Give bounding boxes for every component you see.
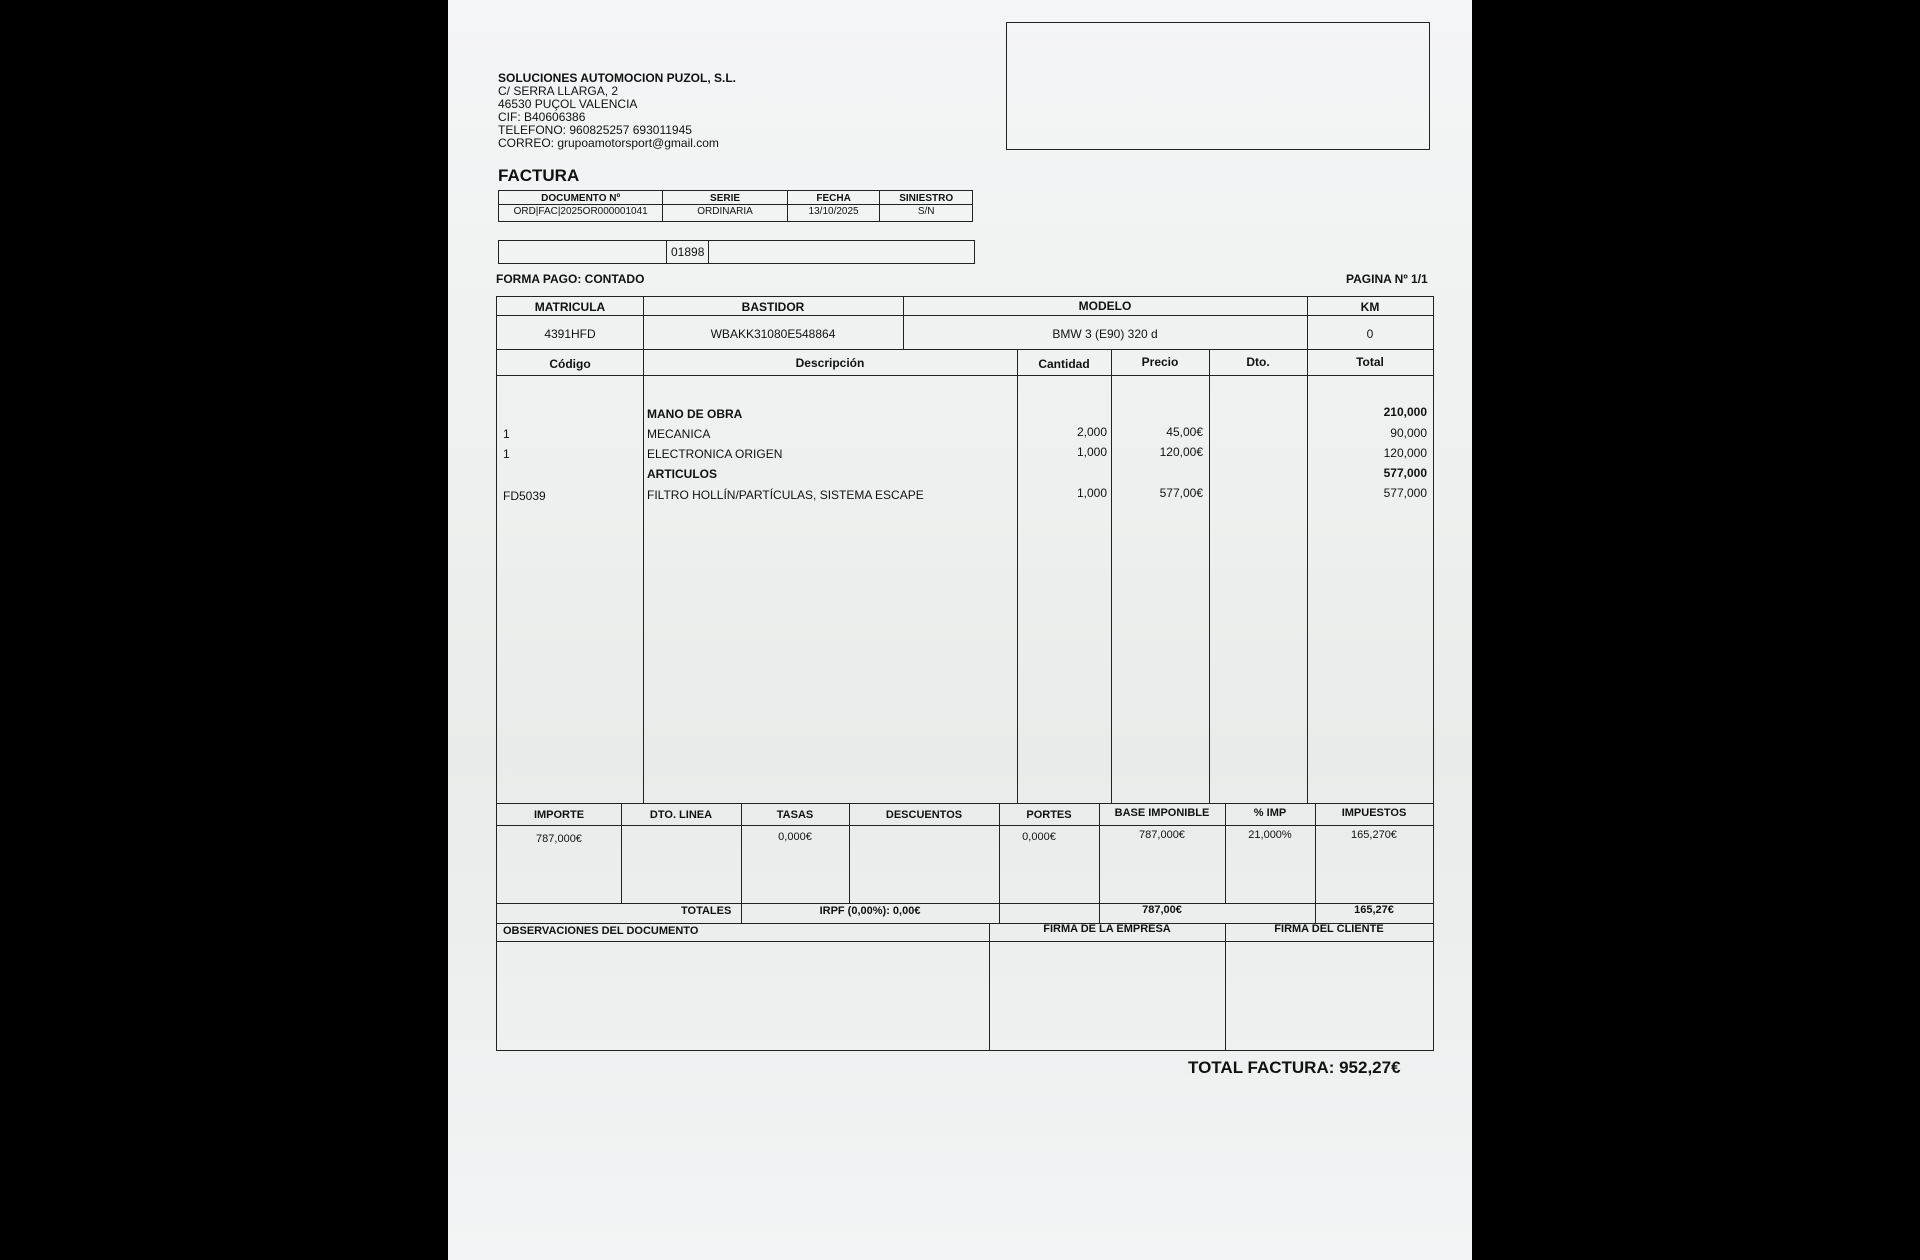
line-total: 577,000 xyxy=(1383,466,1427,480)
sum-taxes-label: IMPUESTOS xyxy=(1341,807,1407,819)
col-discount: Dto. xyxy=(1246,355,1270,369)
divider xyxy=(999,803,1000,923)
line-code: FD5039 xyxy=(503,489,546,503)
doc-number-cell xyxy=(499,191,663,221)
col-total: Total xyxy=(1356,355,1384,369)
divider xyxy=(497,803,1433,804)
doc-claim-value: S/N xyxy=(880,204,972,217)
totals-taxes: 165,27€ xyxy=(1354,904,1394,916)
divider xyxy=(1111,349,1112,803)
sum-fees-label: TASAS xyxy=(776,809,814,821)
line-description: MANO DE OBRA xyxy=(647,407,743,421)
sum-tax-base: 787,000€ xyxy=(1139,829,1185,841)
sum-tax-rate-label: % IMP xyxy=(1253,807,1287,819)
sum-shipping-label: PORTES xyxy=(1026,809,1072,821)
line-description: FILTRO HOLLÍN/PARTÍCULAS, SISTEMA ESCAPE xyxy=(647,488,924,502)
divider xyxy=(643,349,644,803)
line-code: 1 xyxy=(503,427,510,441)
line-price: 45,00€ xyxy=(1166,425,1203,439)
company-name: SOLUCIONES AUTOMOCION PUZOL, S.L. xyxy=(498,71,737,85)
sum-import-label: IMPORTE xyxy=(533,809,585,821)
line-description: MECANICA xyxy=(647,427,711,441)
col-price: Precio xyxy=(1141,355,1179,369)
vehicle-model: BMW 3 (E90) 320 d xyxy=(1052,327,1158,341)
col-code: Código xyxy=(549,357,591,371)
company-info xyxy=(498,72,736,150)
vehicle-model-label: MODELO xyxy=(1078,299,1132,313)
col-quantity: Cantidad xyxy=(1038,357,1090,371)
company-signature-label: FIRMA DE LA EMPRESA xyxy=(1043,923,1171,935)
line-description: ARTICULOS xyxy=(647,467,717,481)
line-total: 577,000 xyxy=(1383,486,1427,500)
sum-import: 787,000€ xyxy=(536,833,582,845)
sum-discounts-label: DESCUENTOS xyxy=(885,809,963,821)
company-address: C/ SERRA LLARGA, 2 xyxy=(498,84,619,98)
doc-number-label: DOCUMENTO Nº xyxy=(541,193,621,204)
line-quantity: 2,000 xyxy=(1076,425,1107,439)
vehicle-plate: 4391HFD xyxy=(544,327,596,341)
divider xyxy=(1307,297,1308,349)
vehicle-km-label: KM xyxy=(1360,300,1380,314)
totals-label: TOTALES xyxy=(681,905,732,917)
doc-date-label: FECHA xyxy=(816,193,851,204)
sum-fees: 0,000€ xyxy=(778,831,812,843)
divider xyxy=(497,375,1433,376)
sum-tax-base-label: BASE IMPONIBLE xyxy=(1114,807,1210,819)
vehicle-vin: WBAKK31080E548864 xyxy=(710,327,836,341)
line-total: 90,000 xyxy=(1390,426,1427,440)
sum-shipping: 0,000€ xyxy=(1022,831,1056,843)
doc-date-cell xyxy=(788,191,881,221)
doc-series-cell xyxy=(663,191,787,221)
line-price: 120,00€ xyxy=(1159,445,1203,459)
company-email: CORREO: grupoamotorsport@gmail.com xyxy=(498,136,719,150)
line-total: 210,000 xyxy=(1383,405,1427,419)
line-total: 120,000 xyxy=(1383,446,1427,460)
invoice-main-table xyxy=(496,296,1434,1051)
divider xyxy=(1225,923,1226,1050)
line-description: ELECTRONICA ORIGEN xyxy=(647,447,783,461)
divider xyxy=(903,297,904,349)
divider xyxy=(849,803,850,903)
page-number: PAGINA Nº 1/1 xyxy=(1346,272,1428,286)
line-code: 1 xyxy=(503,447,510,461)
divider xyxy=(497,941,1433,942)
doc-series-value: ORDINARIA xyxy=(663,204,786,217)
observations-label: OBSERVACIONES DEL DOCUMENTO xyxy=(503,925,699,937)
line-quantity: 1,000 xyxy=(1076,486,1107,500)
sum-tax-rate: 21,000% xyxy=(1248,829,1292,841)
company-cif: CIF: B40606386 xyxy=(498,110,586,124)
payment-method: FORMA PAGO: CONTADO xyxy=(496,272,645,286)
vehicle-vin-label: BASTIDOR xyxy=(741,300,805,314)
divider xyxy=(497,349,1433,350)
doc-number-value: ORD|FAC|2025OR000001041 xyxy=(499,204,662,217)
divider xyxy=(643,297,644,349)
sum-taxes: 165,270€ xyxy=(1351,829,1397,841)
customer-address-box xyxy=(1006,22,1430,150)
divider xyxy=(741,803,742,903)
reference-bar xyxy=(498,240,975,264)
document-info-table xyxy=(498,190,973,222)
doc-date-value: 13/10/2025 xyxy=(788,204,880,217)
col-description: Descripción xyxy=(795,356,865,370)
divider xyxy=(989,923,990,1050)
doc-claim-cell xyxy=(880,191,972,221)
divider xyxy=(1017,349,1018,803)
company-phone: TELEFONO: 960825257 693011945 xyxy=(498,123,692,137)
totals-irpf: IRPF (0,00%): 0,00€ xyxy=(819,905,921,917)
divider xyxy=(497,903,1433,904)
invoice-page xyxy=(448,0,1472,1260)
vehicle-km: 0 xyxy=(1366,327,1374,341)
divider xyxy=(1209,349,1210,803)
client-signature-label: FIRMA DEL CLIENTE xyxy=(1274,923,1384,935)
divider xyxy=(621,803,622,903)
divider xyxy=(1315,803,1316,903)
sum-line-discount-label: DTO. LINEA xyxy=(649,809,713,821)
divider xyxy=(497,825,1433,826)
invoice-title: FACTURA xyxy=(498,166,580,185)
doc-series-label: SERIE xyxy=(710,193,741,204)
doc-claim-label: SINIESTRO xyxy=(899,193,954,204)
line-quantity: 1,000 xyxy=(1076,445,1107,459)
totals-tax-base: 787,00€ xyxy=(1142,904,1182,916)
invoice-total: TOTAL FACTURA: 952,27€ xyxy=(1188,1058,1401,1077)
divider xyxy=(1225,803,1226,903)
vehicle-plate-label: MATRICULA xyxy=(534,300,606,314)
line-price: 577,00€ xyxy=(1159,486,1203,500)
reference-number: 01898 xyxy=(666,241,709,263)
company-city: 46530 PUÇOL VALENCIA xyxy=(498,97,638,111)
divider xyxy=(497,315,1433,316)
